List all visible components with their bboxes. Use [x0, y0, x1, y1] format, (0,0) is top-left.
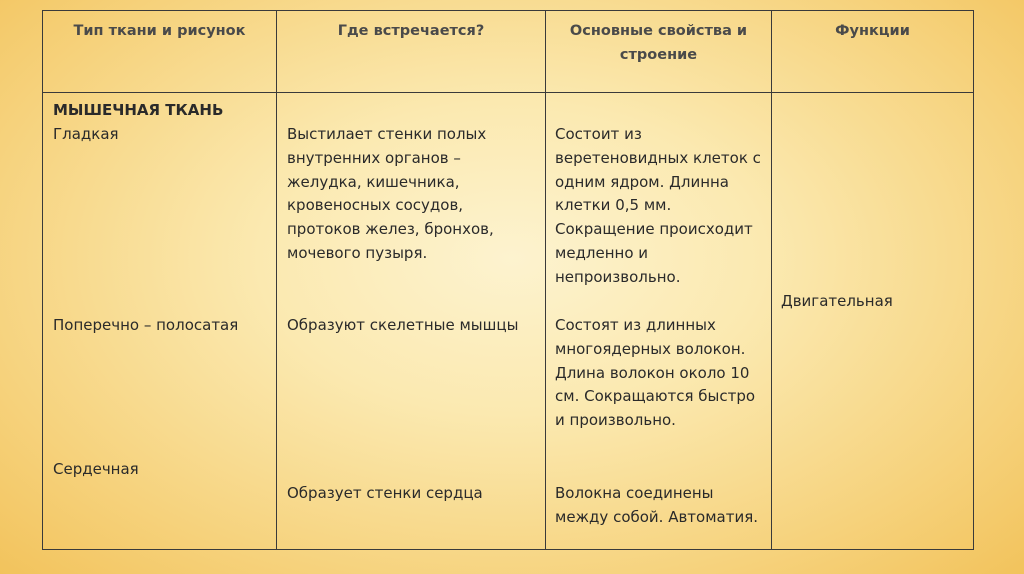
- header-properties: Основные свойства и строение: [546, 11, 772, 93]
- muscle-tissue-table: [42, 10, 974, 550]
- table-row: [43, 93, 974, 550]
- type-smooth: Гладкая: [53, 124, 119, 143]
- header-tissue-type: Тип ткани и рисунок: [43, 11, 277, 93]
- location-cardiac: Образует стенки сердца: [287, 484, 483, 502]
- location-smooth: Выстилает стенки полых внутренних органов – желудка, кишечника, кровеносных сосудов, протоков желез, бронхов, мочевого пузыря.: [287, 125, 494, 262]
- type-cardiac: Сердечная: [53, 460, 139, 478]
- header-location: Где встречается?: [277, 11, 546, 93]
- tissue-type-cell: [43, 93, 277, 550]
- tissue-title: МЫШЕЧНАЯ ТКАНЬ: [53, 101, 224, 119]
- header-functions: Функции: [772, 11, 974, 93]
- properties-cell: [546, 93, 772, 550]
- properties-cardiac: Волокна соединены между собой. Автоматия.: [555, 484, 759, 526]
- location-cell: [277, 93, 546, 550]
- location-striated: Образуют скелетные мышцы: [287, 316, 519, 334]
- function-cell: [772, 93, 974, 550]
- properties-striated: Состоят из длинных многоядерных волокон. Длина волокон около 10 см. Сокращаются быстро и произвольно.: [555, 316, 756, 430]
- function-value: Двигательная: [781, 292, 893, 310]
- properties-smooth: Состоит из веретеновидных клеток с одним ядром. Длинна клетки 0,5 мм. Сокращение происходит медленно и непроизвольно.: [555, 125, 761, 286]
- type-striated: Поперечно – полосатая: [53, 316, 239, 334]
- header-row: [43, 11, 974, 93]
